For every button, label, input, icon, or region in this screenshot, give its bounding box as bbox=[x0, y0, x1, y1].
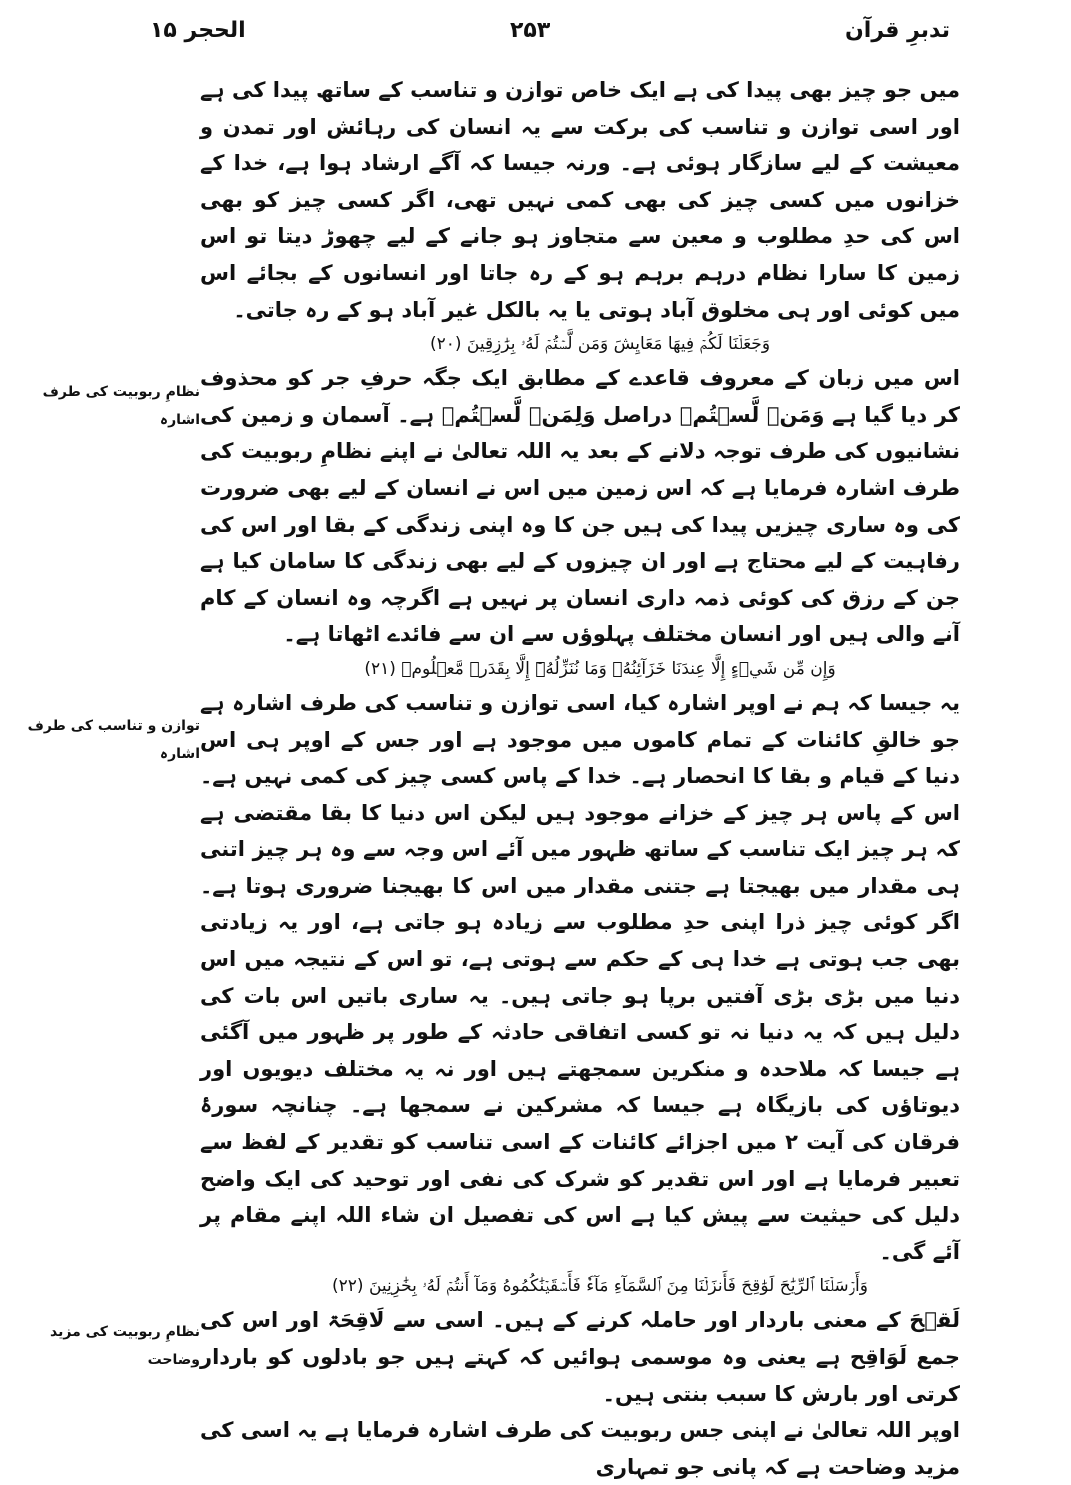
verse-21: وَإِن مِّن شَيۡءٍ إِلَّا عِندَنَا خَزَآئِنُهُۥ وَمَا نُنَزِّلُهُۥٓ إِلَّا بِقَدَرٖ مَّعۡلُومٖ (۲۱) bbox=[364, 658, 836, 679]
paragraph-4: لَقۡحَ کے معنی باردار اور حاملہ کرنے کے ہیں۔ اسی سے لَاقِحَۃ اور اس کی جمع لَوَاقِح ہے یعنی وہ موسمی ہوائیں کہ کہتے ہیں جو بادلوں کو باردار کرتی اور بارش کا سبب بنتی ہیں۔ bbox=[200, 1308, 960, 1406]
margin-note-2: توازن و تناسب کی طرف اشارہ bbox=[27, 718, 200, 762]
margin-note-1: نظامِ ربوبیت کی طرف اشارہ bbox=[42, 384, 200, 428]
page-number: ۲۵۳ bbox=[510, 18, 551, 43]
margin-note-3: نظامِ ربوبیت کی مزید وضاحت bbox=[50, 1324, 200, 1368]
paragraph-2: اس میں زبان کے معروف قاعدے کے مطابق ایک جگہ حرفِ جر کو محذوف کر دیا گیا ہے وَمَنۡ لَّسۡتُمۡ دراصل وَلِمَنۡ لَّسۡتُمۡ ہے۔ آسمان و زمین کی نشانیوں کی طرف توجہ دلانے کے بعد یہ اللہ تعالیٰ نے اپنے نظامِ ربوبیت کی طرف اشارہ فرمایا ہے کہ اس زمین میں اس نے انسان کے لیے بھی ضرورت کی وہ ساری چیزیں پیدا کی ہیں جن کا وہ اپنی زندگی کے بقا اور اس کی رفاہیت کے لیے محتاج ہے اور ان چیزوں کے لیے بھی زندگی کا سامان کیا ہے جن کے رزق کی کوئی ذمہ داری انسان پر نہیں ہے اگرچہ وہ انسان کے کام آنے والی ہیں اور انسان مختلف پہلوؤں سے ان سے فائدے اٹھاتا ہے۔ bbox=[200, 366, 960, 647]
page-body bbox=[200, 72, 960, 1485]
surah-name: الحجر ۱۵ bbox=[150, 18, 246, 43]
paragraph-5: اوپر اللہ تعالیٰ نے اپنی جس ربوبیت کی طرف اشارہ فرمایا ہے یہ اسی کی مزید وضاحت ہے کہ پانی جو تمہاری bbox=[200, 1418, 960, 1479]
page-header bbox=[150, 18, 950, 58]
paragraph-3: یہ جیسا کہ ہم نے اوپر اشارہ کیا، اسی توازن و تناسب کی طرف اشارہ ہے جو خالقِ کائنات کے تمام کاموں میں موجود ہے اور جس کے اوپر ہی اس دنیا کے قیام و بقا کا انحصار ہے۔ خدا کے پاس کسی چیز کی کمی نہیں ہے۔ اس کے پاس ہر چیز کے خزانے موجود ہیں لیکن اس دنیا کا بقا مقتضی ہے کہ ہر چیز ایک تناسب کے ساتھ ظہور میں آئے اس وجہ سے وہ ہر چیز اتنی ہی مقدار میں بھیجتا ہے جتنی مقدار میں اس کا بھیجنا ضروری ہوتا ہے۔ اگر کوئی چیز ذرا اپنی حدِ مطلوب سے زیادہ ہو جاتی ہے، اور یہ زیادتی بھی جب ہوتی ہے خدا ہی کے حکم سے ہوتی ہے، تو اس کے نتیجہ میں اس دنیا میں بڑی بڑی آفتیں برپا ہو جاتی ہیں۔ یہ ساری باتیں اس بات کی دلیل ہیں کہ یہ دنیا نہ تو کسی اتفاقی حادثہ کے طور پر ظہور میں آگئی ہے جیسا کہ ملاحدہ و منکرین سمجھتے ہیں اور نہ یہ مختلف دیویوں اور دیوتاؤں کی بازیگاہ ہے جیسا کہ مشرکین نے سمجھا ہے۔ چنانچہ سورۂ فرقان کی آیت ۲ میں اجزائے کائنات کے اسی تناسب کو تقدیر کے لفظ سے تعبیر فرمایا ہے اور اس تقدیر کو شرک کی نفی اور توحید کی ایک واضح دلیل کی حیثیت سے پیش کیا ہے اس کی تفصیل ان شاء اللہ اپنے مقام پر آئے گی۔ bbox=[200, 690, 960, 1264]
verse-22: وَأَرۡسَلۡنَا ٱلرِّيَٰحَ لَوَٰقِحَ فَأَنزَلۡنَا مِنَ ٱلسَّمَآءِ مَآءٗ فَأَسۡقَيۡنَٰكُمُوهُ وَمَآ أَنتُمۡ لَهُۥ بِخَٰزِنِينَ (۲۲) bbox=[332, 1276, 868, 1297]
book-title: تدبرِ قرآن bbox=[845, 18, 950, 43]
paragraph-1: میں جو چیز بھی پیدا کی ہے ایک خاص توازن و تناسب کے ساتھ پیدا کی ہے اور اسی توازن و تناسب کی برکت سے یہ انسان کی رہائش اور تمدن و معیشت کے لیے سازگار ہوئی ہے۔ ورنہ جیسا کہ آگے ارشاد ہوا ہے، خدا کے خزانوں میں کسی چیز کی بھی کمی نہیں تھی، اگر کسی چیز کو بھی اس کی حدِ مطلوب و معین سے متجاوز ہو جانے کے لیے چھوڑ دیتا تو اس زمین کا سارا نظام درہم برہم ہو کے رہ جاتا اور انسانوں کے بجائے اس میں کوئی اور ہی مخلوق آباد ہوتی یا یہ بالکل غیر آباد ہو کے رہ جاتی۔ bbox=[200, 78, 960, 322]
verse-20: وَجَعَلۡنَا لَكُمۡ فِيهَا مَعَايِشَ وَمَن لَّسۡتُمۡ لَهُۥ بِرَٰزِقِينَ (۲۰) bbox=[429, 334, 771, 355]
